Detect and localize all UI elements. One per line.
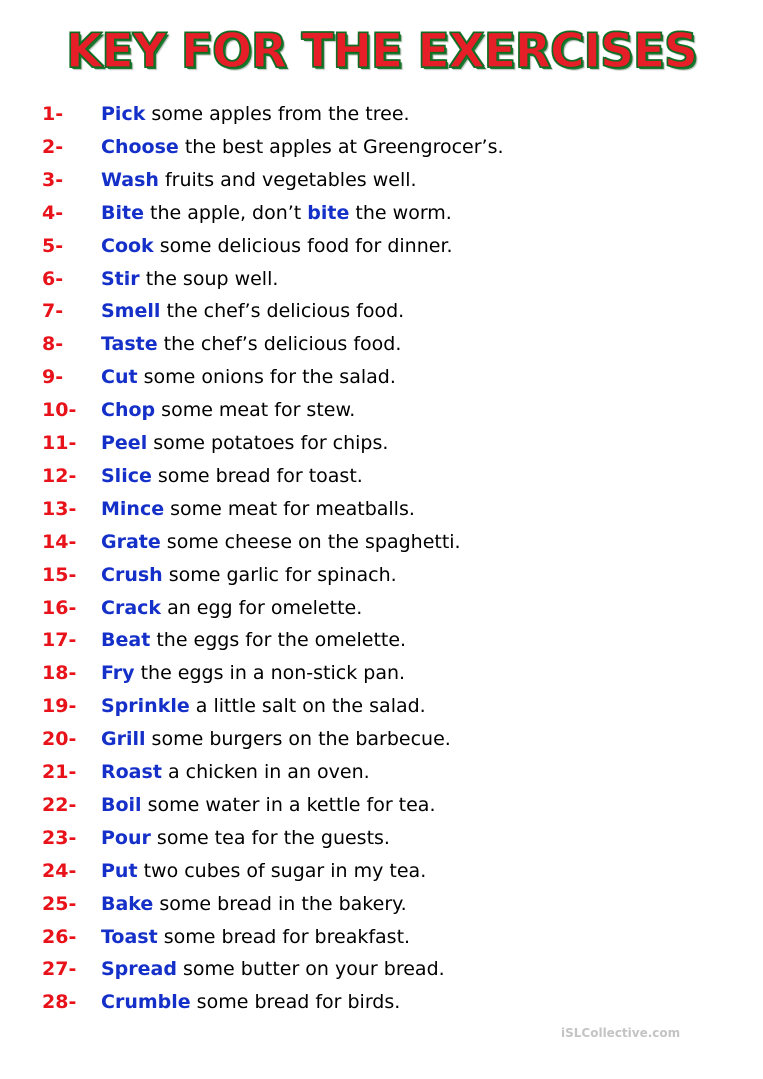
item-sentence: [101, 559, 397, 592]
item-verb: Taste: [101, 333, 158, 356]
item-rest: some bread for toast.: [151, 464, 363, 487]
item-number: 3-: [42, 168, 64, 191]
item-verb: Pour: [101, 826, 151, 849]
item-rest: the soup well.: [139, 267, 279, 290]
item-verb: Chop: [101, 399, 156, 422]
item-sentence: [101, 657, 405, 690]
item-sentence: [101, 427, 388, 460]
item-rest-secondary: the worm.: [349, 201, 452, 224]
item-rest: some onions for the salad.: [137, 366, 396, 389]
item-number: 7-: [42, 300, 64, 323]
item-sentence: [101, 460, 363, 493]
item-sentence: [101, 295, 404, 328]
item-number: 4-: [42, 201, 64, 224]
list-item: [0, 493, 763, 526]
item-rest: some garlic for spinach.: [162, 563, 397, 586]
item-verb: Toast: [101, 925, 158, 948]
item-rest: some bread for birds.: [190, 991, 401, 1014]
item-number: 22-: [42, 793, 77, 816]
item-rest: fruits and vegetables well.: [158, 168, 417, 191]
item-sentence: [101, 986, 400, 1019]
item-verb-secondary: bite: [307, 201, 350, 224]
item-verb: Cook: [101, 234, 154, 257]
item-verb: Smell: [101, 300, 161, 323]
item-rest: some cheese on the spaghetti.: [160, 530, 461, 553]
item-verb: Crush: [101, 563, 163, 586]
list-item: [0, 230, 763, 263]
list-item: [0, 723, 763, 756]
item-verb: Grill: [101, 728, 146, 751]
item-rest: an egg for omelette.: [161, 596, 363, 619]
list-item: [0, 888, 763, 921]
item-verb: Choose: [101, 135, 179, 158]
item-rest: a chicken in an oven.: [161, 761, 370, 783]
item-verb: Put: [101, 859, 138, 882]
list-item: [0, 624, 763, 657]
item-number: 2-: [42, 135, 64, 158]
item-rest: the apple, don’t: [143, 201, 308, 224]
list-item: [0, 592, 763, 625]
item-verb: Fry: [101, 662, 135, 685]
list-item: [0, 657, 763, 690]
item-sentence: [101, 624, 406, 657]
item-verb: Crumble: [101, 991, 191, 1014]
item-number: 10-: [42, 399, 77, 422]
item-sentence: [101, 164, 417, 197]
item-number: 16-: [42, 596, 77, 619]
item-verb: Wash: [101, 168, 159, 191]
list-item: [0, 164, 763, 197]
item-verb: Roast: [101, 761, 162, 783]
item-sentence: [101, 723, 451, 756]
item-verb: Crack: [101, 596, 162, 619]
item-number: 12-: [42, 464, 77, 487]
item-verb: Beat: [101, 629, 151, 652]
item-number: 17-: [42, 629, 77, 652]
item-sentence: [101, 98, 410, 131]
list-item: [0, 460, 763, 493]
item-sentence: [101, 690, 426, 723]
item-number: 13-: [42, 497, 77, 520]
item-number: 1-: [42, 103, 64, 125]
item-rest: some delicious food for dinner.: [153, 234, 453, 257]
item-sentence: [101, 131, 504, 164]
item-rest: a little salt on the salad.: [189, 695, 426, 718]
item-verb: Bake: [101, 892, 154, 915]
item-sentence: [101, 592, 362, 625]
item-sentence: [101, 394, 355, 427]
list-item: [0, 98, 763, 131]
item-sentence: [101, 230, 453, 263]
item-sentence: [101, 263, 278, 296]
item-verb: Sprinkle: [101, 695, 190, 718]
item-rest: some butter on your bread.: [176, 958, 445, 981]
item-rest: the chef’s delicious food.: [157, 333, 402, 356]
item-number: 27-: [42, 958, 77, 981]
item-number: 24-: [42, 859, 77, 882]
item-sentence: [101, 493, 415, 526]
item-number: 19-: [42, 695, 77, 718]
item-sentence: [101, 921, 410, 954]
list-item: [0, 822, 763, 855]
item-number: 20-: [42, 728, 77, 751]
list-item: [0, 361, 763, 394]
item-rest: some meat for meatballs.: [164, 497, 415, 520]
item-sentence: [101, 328, 401, 361]
item-number: 25-: [42, 892, 77, 915]
item-sentence: [101, 361, 396, 394]
item-rest: two cubes of sugar in my tea.: [137, 859, 427, 882]
item-verb: Grate: [101, 530, 161, 553]
item-rest: some burgers on the barbecue.: [145, 728, 451, 751]
item-verb: Peel: [101, 432, 148, 454]
item-rest: some water in a kettle for tea.: [141, 793, 436, 816]
list-item: [0, 328, 763, 361]
item-verb: Cut: [101, 366, 138, 389]
item-number: 23-: [42, 826, 77, 849]
list-item: [0, 789, 763, 822]
list-item: [0, 263, 763, 296]
item-verb: Boil: [101, 793, 142, 816]
list-item: [0, 197, 763, 230]
list-item: [0, 756, 763, 789]
item-verb: Spread: [101, 958, 177, 981]
item-sentence: [101, 822, 390, 855]
item-rest: the eggs in a non-stick pan.: [134, 662, 406, 685]
item-rest: the chef’s delicious food.: [160, 300, 405, 323]
item-number: 5-: [42, 234, 64, 257]
list-item: [0, 131, 763, 164]
list-item: [0, 953, 763, 986]
list-item: [0, 526, 763, 559]
item-number: 26-: [42, 925, 77, 948]
item-number: 6-: [42, 267, 64, 290]
item-rest: the best apples at Greengrocer’s.: [178, 135, 504, 158]
item-number: 9-: [42, 366, 64, 389]
item-number: 15-: [42, 563, 77, 586]
item-sentence: [101, 526, 461, 559]
list-item: [0, 855, 763, 888]
item-rest: the eggs for the omelette.: [150, 629, 407, 652]
list-item: [0, 295, 763, 328]
item-rest: some apples from the tree.: [145, 103, 410, 125]
list-item: [0, 986, 763, 1019]
item-sentence: [101, 756, 370, 789]
item-number: 11-: [42, 432, 77, 454]
item-number: 8-: [42, 333, 64, 356]
item-verb: Bite: [101, 201, 144, 224]
item-sentence: [101, 789, 436, 822]
list-item: [0, 559, 763, 592]
item-sentence: [101, 953, 445, 986]
item-number: 28-: [42, 991, 77, 1014]
page-title: KEY FOR THE EXERCISES: [66, 24, 697, 79]
item-sentence: [101, 197, 452, 230]
list-item: [0, 427, 763, 460]
watermark: iSLCollective.com: [561, 1026, 681, 1040]
item-number: 21-: [42, 761, 77, 783]
list-item: [0, 690, 763, 723]
item-rest: some meat for stew.: [155, 399, 356, 422]
item-sentence: [101, 888, 407, 921]
list-item: [0, 394, 763, 427]
item-rest: some bread for breakfast.: [157, 925, 411, 948]
item-rest: some potatoes for chips.: [147, 432, 389, 454]
item-sentence: [101, 855, 426, 888]
item-verb: Pick: [101, 103, 146, 125]
item-rest: some tea for the guests.: [150, 826, 390, 849]
item-number: 14-: [42, 530, 77, 553]
item-verb: Mince: [101, 497, 165, 520]
item-number: 18-: [42, 662, 77, 685]
item-verb: Stir: [101, 267, 140, 290]
item-verb: Slice: [101, 464, 152, 487]
item-rest: some bread in the bakery.: [153, 892, 407, 915]
list-item: [0, 921, 763, 954]
